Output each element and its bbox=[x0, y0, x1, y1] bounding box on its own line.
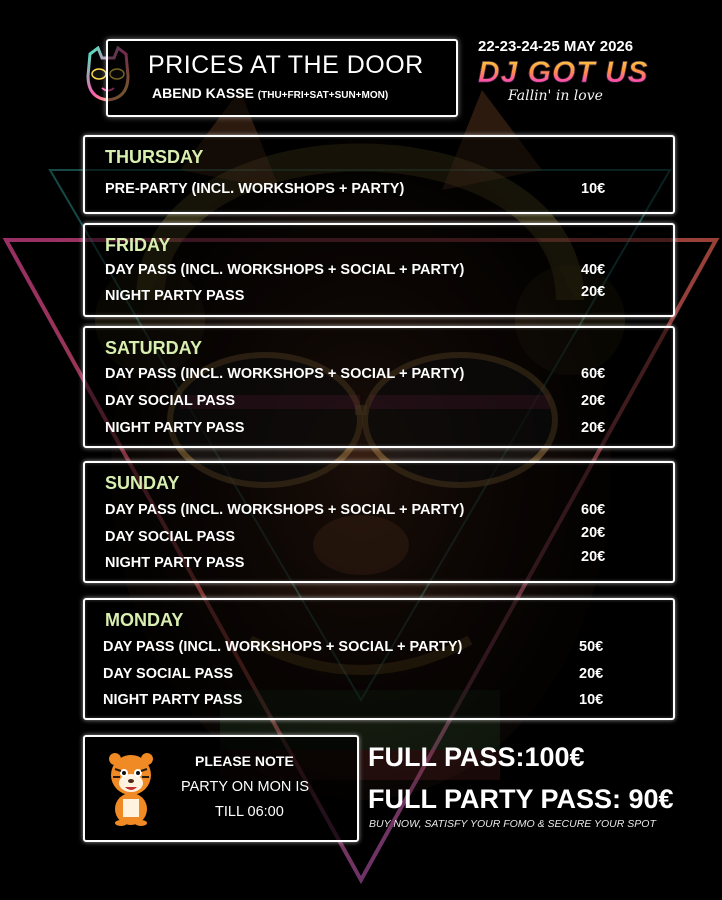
price-row bbox=[103, 639, 613, 659]
price-row bbox=[105, 262, 615, 282]
pass-name: DAY SOCIAL PASS bbox=[105, 529, 236, 545]
pass-name: DAY PASS (INCL. WORKSHOPS + SOCIAL + PARTY) bbox=[103, 639, 463, 655]
day-card-friday bbox=[83, 223, 675, 317]
price-row bbox=[105, 525, 615, 549]
page-title: PRICES AT THE DOOR bbox=[148, 51, 424, 79]
pass-name: PRE-PARTY (INCL. WORKSHOPS + PARTY) bbox=[105, 181, 405, 197]
day-title: THURSDAY bbox=[105, 147, 204, 167]
pass-name: DAY SOCIAL PASS bbox=[103, 666, 234, 682]
pass-name: NIGHT PARTY PASS bbox=[105, 288, 245, 304]
event-logo-text: DJ GOT US bbox=[478, 56, 698, 90]
pass-name: DAY PASS (INCL. WORKSHOPS + SOCIAL + PARTY) bbox=[105, 262, 465, 278]
pass-price: 20€ bbox=[581, 549, 606, 565]
full-party-pass-price: FULL PARTY PASS: 90€ bbox=[368, 784, 674, 814]
pass-name: DAY PASS (INCL. WORKSHOPS + SOCIAL + PARTY) bbox=[105, 366, 465, 382]
tiger-cub-icon bbox=[103, 747, 159, 827]
pass-price: 20€ bbox=[579, 666, 604, 682]
price-row bbox=[105, 420, 615, 440]
title-box bbox=[106, 39, 458, 117]
day-card-monday bbox=[83, 598, 675, 720]
pass-name: NIGHT PARTY PASS bbox=[103, 692, 243, 708]
pass-name: NIGHT PARTY PASS bbox=[105, 420, 245, 436]
pass-price: 20€ bbox=[581, 525, 606, 541]
pass-price: 60€ bbox=[581, 366, 606, 382]
day-title: FRIDAY bbox=[105, 235, 171, 255]
full-pass-price: FULL PASS:100€ bbox=[368, 742, 585, 772]
price-row bbox=[105, 366, 615, 386]
pass-price: 20€ bbox=[581, 284, 606, 300]
event-tagline: Fallin' in love bbox=[508, 88, 603, 104]
price-row bbox=[105, 284, 615, 308]
fomo-tagline: BUY NOW, SATISFY YOUR FOMO & SECURE YOUR SPOT bbox=[369, 818, 656, 830]
pass-price: 40€ bbox=[581, 262, 606, 278]
pass-price: 60€ bbox=[581, 502, 606, 518]
pass-name: NIGHT PARTY PASS bbox=[105, 555, 245, 571]
day-card-thursday bbox=[83, 135, 675, 214]
day-title: SUNDAY bbox=[105, 473, 180, 493]
note-title: PLEASE NOTE bbox=[195, 753, 294, 769]
note-text-line2: TILL 06:00 bbox=[215, 804, 284, 820]
day-title: SATURDAY bbox=[105, 338, 203, 358]
pass-price: 20€ bbox=[581, 420, 606, 436]
price-row bbox=[105, 181, 615, 201]
subtitle-main: ABEND KASSE bbox=[152, 85, 254, 101]
note-text-line1: PARTY ON MON IS bbox=[181, 779, 310, 795]
price-row bbox=[103, 692, 613, 712]
price-row bbox=[105, 549, 615, 575]
price-row bbox=[105, 393, 615, 413]
event-dates: 22-23-24-25 MAY 2026 bbox=[478, 38, 634, 55]
price-row bbox=[105, 502, 615, 522]
page-subtitle bbox=[152, 85, 452, 101]
note-box bbox=[83, 735, 359, 842]
day-card-sunday bbox=[83, 461, 675, 583]
subtitle-days: (THU+FRI+SAT+SUN+MON) bbox=[257, 90, 389, 101]
price-row bbox=[103, 666, 613, 686]
day-title: MONDAY bbox=[105, 610, 184, 630]
day-card-saturday bbox=[83, 326, 675, 448]
pass-name: DAY SOCIAL PASS bbox=[105, 393, 236, 409]
pass-price: 20€ bbox=[581, 393, 606, 409]
pass-price: 10€ bbox=[581, 181, 606, 197]
pass-price: 50€ bbox=[579, 639, 604, 655]
pass-name: DAY PASS (INCL. WORKSHOPS + SOCIAL + PARTY) bbox=[105, 502, 465, 518]
pass-price: 10€ bbox=[579, 692, 604, 708]
